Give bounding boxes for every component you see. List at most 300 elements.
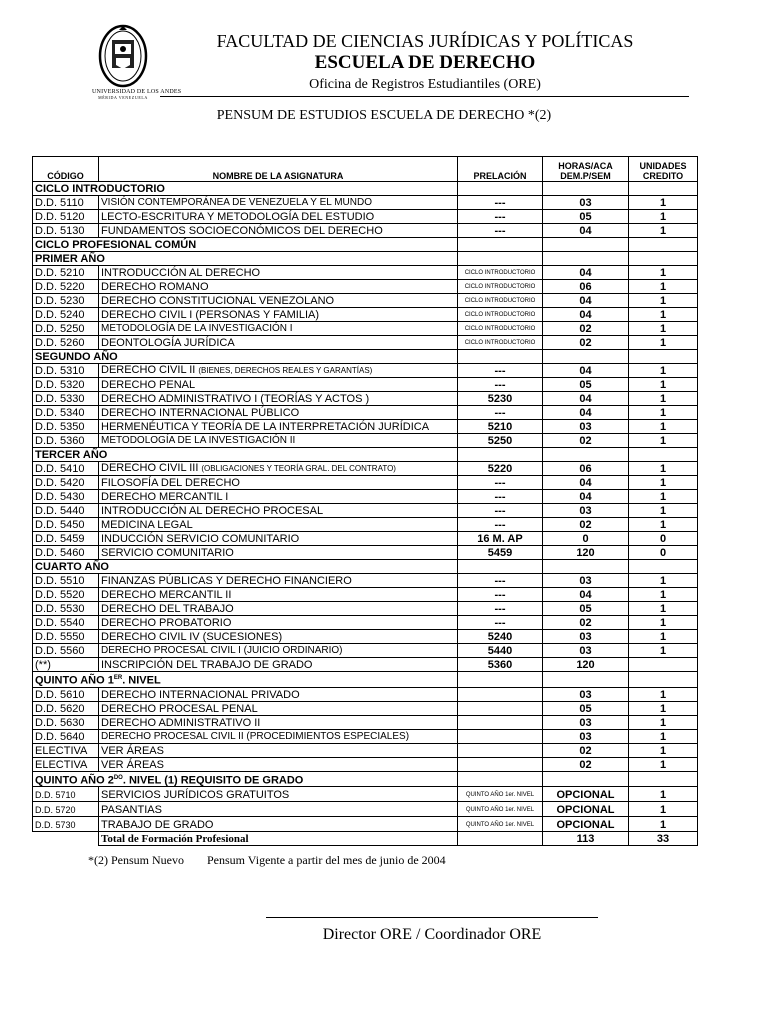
course-hours: OPCIONAL [543, 817, 629, 832]
table-row [33, 420, 698, 434]
course-credits: 1 [629, 336, 698, 350]
course-code: D.D. 5110 [33, 196, 99, 210]
course-prelation: --- [458, 588, 543, 602]
course-code: D.D. 5520 [33, 588, 99, 602]
course-name [99, 630, 458, 644]
section-empty-cell [543, 448, 629, 462]
table-row [33, 378, 698, 392]
course-hours: 05 [543, 701, 629, 715]
course-credits: 1 [629, 644, 698, 658]
table-row [33, 644, 698, 658]
document-title: PENSUM DE ESTUDIOS ESCUELA DE DERECHO *(2) [216, 108, 552, 123]
table-row [33, 196, 698, 210]
course-name-text: DEONTOLOGÍA JURÍDICA [101, 337, 235, 349]
course-code: ELECTIVA [33, 757, 99, 771]
course-name [99, 616, 458, 630]
table-header-row [33, 157, 698, 182]
course-code: D.D. 5320 [33, 378, 99, 392]
table-row [33, 757, 698, 771]
course-credits: 1 [629, 294, 698, 308]
course-prelation: 16 M. AP [458, 532, 543, 546]
course-credits: 1 [629, 420, 698, 434]
course-hours: 03 [543, 729, 629, 743]
course-credits: 1 [629, 364, 698, 378]
course-hours: 04 [543, 490, 629, 504]
university-name: UNIVERSIDAD DE LOS ANDES [92, 89, 182, 95]
section-empty-cell [458, 560, 543, 574]
course-prelation: 5210 [458, 420, 543, 434]
table-row [33, 532, 698, 546]
course-prelation: CICLO INTRODUCTORIO [458, 266, 543, 280]
course-credits: 0 [629, 532, 698, 546]
section-empty-cell [543, 672, 629, 688]
section-empty-cell [458, 672, 543, 688]
course-code: D.D. 5210 [33, 266, 99, 280]
course-prelation: --- [458, 210, 543, 224]
course-code: D.D. 5720 [33, 802, 99, 817]
section-row [33, 238, 698, 252]
section-label-text: CICLO PROFESIONAL COMÚN [35, 239, 197, 251]
section-empty-cell [629, 560, 698, 574]
course-name [99, 504, 458, 518]
table-row [33, 787, 698, 802]
table-row [33, 817, 698, 832]
course-code: D.D. 5250 [33, 322, 99, 336]
course-name-text: SERVICIO COMUNITARIO [101, 547, 234, 559]
course-name [99, 787, 458, 802]
course-hours: 06 [543, 280, 629, 294]
course-hours: 02 [543, 757, 629, 771]
section-label-text: CICLO INTRODUCTORIO [35, 183, 165, 195]
course-name [99, 420, 458, 434]
course-name-text: SERVICIOS JURÍDICOS GRATUITOS [101, 789, 290, 802]
course-hours: 03 [543, 196, 629, 210]
course-prelation: QUINTO AÑO 1er. NIVEL [458, 787, 543, 802]
course-credits: 0 [629, 546, 698, 560]
course-name-text: DERECHO PROCESAL CIVIL II (PROCEDIMIENTOS ESPECIALES) [101, 730, 410, 742]
course-credits: 1 [629, 322, 698, 336]
course-code: D.D. 5360 [33, 434, 99, 448]
section-label-sup: DO [113, 774, 123, 781]
section-label-text: SEGUNDO AÑO [35, 351, 118, 363]
course-name-text: DERECHO CIVIL III [101, 462, 199, 474]
course-name-text: DERECHO PENAL [101, 379, 196, 391]
course-name [99, 406, 458, 420]
pensum-body [33, 182, 698, 832]
section-empty-cell [629, 672, 698, 688]
course-code: D.D. 5260 [33, 336, 99, 350]
course-name [99, 701, 458, 715]
course-code: (**) [33, 658, 99, 672]
course-name [99, 378, 458, 392]
header-hours-line1: HORAS/ACA [558, 161, 613, 171]
course-code: D.D. 5230 [33, 294, 99, 308]
section-label-suffix: . NIVEL (1) REQUISITO DE GRADO [122, 774, 304, 787]
section-row [33, 560, 698, 574]
course-hours: 02 [543, 518, 629, 532]
university-city: MÉRIDA VENEZUELA [98, 95, 148, 100]
total-blank [33, 832, 99, 846]
course-code: D.D. 5540 [33, 616, 99, 630]
course-prelation: 5240 [458, 630, 543, 644]
table-row [33, 518, 698, 532]
table-row [33, 574, 698, 588]
university-crest-icon [98, 24, 148, 88]
course-name-text: DERECHO PROCESAL CIVIL I (JUICIO ORDINARIO) [101, 645, 343, 656]
course-name [99, 196, 458, 210]
course-name-text: INSCRIPCIÓN DEL TRABAJO DE GRADO [101, 659, 313, 671]
course-hours: OPCIONAL [543, 802, 629, 817]
course-prelation: CICLO INTRODUCTORIO [458, 336, 543, 350]
course-code: D.D. 5510 [33, 574, 99, 588]
course-hours: 05 [543, 602, 629, 616]
table-row [33, 364, 698, 378]
course-name-text: DERECHO ADMINISTRATIVO II [101, 716, 261, 729]
section-label [33, 448, 458, 462]
course-credits: 1 [629, 757, 698, 771]
section-empty-cell [629, 350, 698, 364]
course-hours: 04 [543, 392, 629, 406]
course-code: D.D. 5459 [33, 532, 99, 546]
table-row [33, 336, 698, 350]
course-credits: 1 [629, 574, 698, 588]
table-row [33, 294, 698, 308]
course-credits: 1 [629, 406, 698, 420]
course-name [99, 336, 458, 350]
header-hours [543, 157, 629, 182]
table-row [33, 476, 698, 490]
section-empty-cell [629, 238, 698, 252]
course-code: D.D. 5530 [33, 602, 99, 616]
course-code: D.D. 5350 [33, 420, 99, 434]
course-code: D.D. 5710 [33, 787, 99, 802]
course-credits: 1 [629, 378, 698, 392]
course-prelation: CICLO INTRODUCTORIO [458, 294, 543, 308]
section-empty-cell [543, 560, 629, 574]
course-hours: 03 [543, 574, 629, 588]
course-credits: 1 [629, 701, 698, 715]
course-name [99, 518, 458, 532]
course-name [99, 574, 458, 588]
course-credits: 1 [629, 817, 698, 832]
course-prelation: --- [458, 504, 543, 518]
course-credits: 1 [629, 787, 698, 802]
course-name-text: METODOLOGÍA DE LA INVESTIGACIÓN I [101, 323, 293, 334]
table-row [33, 322, 698, 336]
section-label-text: CUARTO AÑO [35, 561, 109, 573]
course-name-text: FUNDAMENTOS SOCIOECONÓMICOS DEL DERECHO [101, 225, 383, 237]
course-name [99, 266, 458, 280]
course-prelation [458, 743, 543, 757]
course-prelation: QUINTO AÑO 1er. NIVEL [458, 817, 543, 832]
course-name [99, 602, 458, 616]
table-row [33, 266, 698, 280]
section-row [33, 252, 698, 266]
course-hours: 05 [543, 378, 629, 392]
table-row [33, 715, 698, 729]
course-code: D.D. 5420 [33, 476, 99, 490]
course-prelation [458, 715, 543, 729]
course-credits: 1 [629, 266, 698, 280]
section-label [33, 238, 458, 252]
course-hours: 120 [543, 658, 629, 672]
signature-caption: Director ORE / Coordinador ORE [322, 926, 542, 943]
course-name [99, 546, 458, 560]
course-credits: 1 [629, 490, 698, 504]
course-hours: 04 [543, 406, 629, 420]
course-credits: 1 [629, 476, 698, 490]
course-name-text: DERECHO CIVIL I (PERSONAS Y FAMILIA) [101, 309, 320, 321]
course-hours: 04 [543, 224, 629, 238]
course-prelation: --- [458, 406, 543, 420]
total-label: Total de Formación Profesional [99, 832, 458, 846]
course-code: D.D. 5120 [33, 210, 99, 224]
section-row [33, 448, 698, 462]
header-divider [160, 96, 689, 97]
table-row [33, 308, 698, 322]
course-hours: 05 [543, 210, 629, 224]
header-prelation: PRELACIÓN [458, 157, 543, 182]
course-credits: 1 [629, 687, 698, 701]
course-name-note: (OBLIGACIONES Y TEORÍA GRAL. DEL CONTRATO) [201, 464, 396, 473]
section-label-suffix: . NIVEL [122, 674, 161, 687]
section-empty-cell [543, 350, 629, 364]
course-hours: 03 [543, 644, 629, 658]
table-row [33, 462, 698, 476]
section-empty-cell [458, 771, 543, 787]
course-credits: 1 [629, 434, 698, 448]
section-label [33, 771, 458, 787]
course-name-text: DERECHO MERCANTIL II [101, 589, 232, 601]
course-credits: 1 [629, 616, 698, 630]
table-row [33, 406, 698, 420]
course-code: D.D. 5560 [33, 644, 99, 658]
section-empty-cell [543, 238, 629, 252]
course-name [99, 322, 458, 336]
course-name [99, 757, 458, 771]
course-credits: 1 [629, 588, 698, 602]
course-code: D.D. 5340 [33, 406, 99, 420]
course-name [99, 210, 458, 224]
course-code: D.D. 5550 [33, 630, 99, 644]
section-row [33, 771, 698, 787]
course-name-text: DERECHO ADMINISTRATIVO I (TEORÍAS Y ACTOS ) [101, 393, 370, 405]
course-name-text: LECTO-ESCRITURA Y METODOLOGÍA DEL ESTUDIO [101, 211, 375, 223]
course-credits: 1 [629, 743, 698, 757]
course-prelation [458, 701, 543, 715]
course-prelation: 5440 [458, 644, 543, 658]
section-label-sup: ER [113, 675, 123, 681]
course-code: D.D. 5730 [33, 817, 99, 832]
course-credits: 1 [629, 602, 698, 616]
course-prelation [458, 687, 543, 701]
table-row [33, 729, 698, 743]
course-prelation: --- [458, 364, 543, 378]
header-name: NOMBRE DE LA ASIGNATURA [99, 157, 458, 182]
course-prelation: --- [458, 602, 543, 616]
course-credits: 1 [629, 630, 698, 644]
course-name-text: DERECHO CONSTITUCIONAL VENEZOLANO [101, 295, 335, 307]
table-row [33, 392, 698, 406]
course-hours: 03 [543, 687, 629, 701]
section-empty-cell [458, 448, 543, 462]
course-name-text: VER ÁREAS [101, 744, 164, 757]
course-name [99, 490, 458, 504]
section-label [33, 672, 458, 688]
section-empty-cell [629, 252, 698, 266]
course-credits: 1 [629, 518, 698, 532]
table-row [33, 210, 698, 224]
section-label [33, 252, 458, 266]
total-prel-blank [458, 832, 543, 846]
course-code: ELECTIVA [33, 743, 99, 757]
course-prelation: --- [458, 224, 543, 238]
section-label-text: QUINTO AÑO 2 [35, 774, 114, 787]
table-row [33, 504, 698, 518]
course-credits: 1 [629, 729, 698, 743]
course-prelation: --- [458, 490, 543, 504]
course-code: D.D. 5640 [33, 729, 99, 743]
course-code: D.D. 5620 [33, 701, 99, 715]
course-code: D.D. 5440 [33, 504, 99, 518]
course-name-text: TRABAJO DE GRADO [101, 819, 214, 832]
course-hours: OPCIONAL [543, 787, 629, 802]
course-hours: 04 [543, 364, 629, 378]
course-name [99, 644, 458, 658]
course-name [99, 743, 458, 757]
table-row [33, 743, 698, 757]
section-empty-cell [629, 771, 698, 787]
section-empty-cell [629, 448, 698, 462]
total-credits: 33 [629, 832, 698, 846]
section-row [33, 182, 698, 196]
course-prelation: 5220 [458, 462, 543, 476]
course-name-text: INDUCCIÓN SERVICIO COMUNITARIO [101, 533, 300, 545]
course-name [99, 476, 458, 490]
section-label-text: PRIMER AÑO [35, 253, 105, 265]
course-credits: 1 [629, 715, 698, 729]
course-prelation: --- [458, 616, 543, 630]
course-name-text: DERECHO CIVIL IV (SUCESIONES) [101, 631, 283, 643]
course-code: D.D. 5430 [33, 490, 99, 504]
course-name [99, 224, 458, 238]
course-hours: 04 [543, 294, 629, 308]
course-name-text: DERECHO INTERNACIONAL PÚBLICO [101, 407, 300, 419]
course-name-text: VISIÓN CONTEMPORÁNEA DE VENEZUELA Y EL MUNDO [101, 197, 372, 208]
course-hours: 04 [543, 588, 629, 602]
table-row [33, 616, 698, 630]
section-label [33, 560, 458, 574]
course-name [99, 364, 458, 378]
table-row [33, 490, 698, 504]
course-hours: 03 [543, 715, 629, 729]
section-label-text: QUINTO AÑO 1 [35, 674, 114, 687]
footnote-new-pensum: *(2) Pensum Nuevo [88, 853, 184, 867]
course-credits [629, 658, 698, 672]
table-row [33, 588, 698, 602]
course-name-text: DERECHO INTERNACIONAL PRIVADO [101, 688, 300, 701]
course-name-text: VER ÁREAS [101, 758, 164, 771]
course-prelation: --- [458, 574, 543, 588]
course-name-text: DERECHO CIVIL II [101, 364, 196, 376]
section-empty-cell [629, 182, 698, 196]
footnote-valid-from: Pensum Vigente a partir del mes de junio de 2004 [207, 853, 446, 867]
course-credits: 1 [629, 504, 698, 518]
course-prelation: 5360 [458, 658, 543, 672]
course-prelation: 5250 [458, 434, 543, 448]
course-name-text: HERMENÉUTICA Y TEORÍA DE LA INTERPRETACIÓN JURÍDICA [101, 421, 430, 433]
course-name [99, 532, 458, 546]
course-name-text: INTRODUCCIÓN AL DERECHO PROCESAL [101, 505, 324, 517]
course-hours: 03 [543, 420, 629, 434]
course-prelation [458, 757, 543, 771]
course-credits: 1 [629, 308, 698, 322]
course-name-text: DERECHO PROBATORIO [101, 617, 232, 629]
course-name [99, 715, 458, 729]
course-code: D.D. 5240 [33, 308, 99, 322]
section-empty-cell [543, 771, 629, 787]
table-row [33, 224, 698, 238]
section-empty-cell [543, 182, 629, 196]
faculty-title: FACULTAD DE CIENCIAS JURÍDICAS Y POLÍTICAS [216, 31, 634, 51]
course-hours: 02 [543, 434, 629, 448]
table-row [33, 434, 698, 448]
course-name [99, 280, 458, 294]
course-name [99, 294, 458, 308]
course-hours: 03 [543, 504, 629, 518]
course-prelation: --- [458, 196, 543, 210]
course-name [99, 434, 458, 448]
table-row [33, 602, 698, 616]
section-row [33, 672, 698, 688]
course-hours: 02 [543, 336, 629, 350]
course-prelation: 5230 [458, 392, 543, 406]
office-title: Oficina de Registros Estudiantiles (ORE) [309, 77, 541, 92]
course-code: D.D. 5330 [33, 392, 99, 406]
course-credits: 1 [629, 392, 698, 406]
course-prelation: CICLO INTRODUCTORIO [458, 322, 543, 336]
pensum-table [32, 156, 698, 846]
section-empty-cell [458, 252, 543, 266]
course-name-text: FILOSOFÍA DEL DERECHO [101, 477, 240, 489]
section-label-text: TERCER AÑO [35, 449, 108, 461]
course-prelation: --- [458, 378, 543, 392]
table-row [33, 658, 698, 672]
course-hours: 04 [543, 476, 629, 490]
table-row [33, 701, 698, 715]
table-row [33, 687, 698, 701]
course-name [99, 817, 458, 832]
total-hours: 113 [543, 832, 629, 846]
section-label [33, 350, 458, 364]
section-empty-cell [543, 252, 629, 266]
section-empty-cell [458, 182, 543, 196]
course-name-text: DERECHO ROMANO [101, 281, 209, 293]
course-hours: 120 [543, 546, 629, 560]
course-credits: 1 [629, 210, 698, 224]
course-prelation: CICLO INTRODUCTORIO [458, 280, 543, 294]
course-hours: 02 [543, 616, 629, 630]
course-prelation: QUINTO AÑO 1er. NIVEL [458, 802, 543, 817]
course-name-text: METODOLOGÍA DE LA INVESTIGACIÓN II [101, 435, 296, 446]
section-label [33, 182, 458, 196]
section-empty-cell [458, 350, 543, 364]
course-name-text: DERECHO DEL TRABAJO [101, 603, 234, 615]
table-row [33, 802, 698, 817]
header-hours-line2: DEM.P/SEM [560, 171, 611, 181]
course-name-text: INTRODUCCIÓN AL DERECHO [101, 267, 261, 279]
course-code: D.D. 5450 [33, 518, 99, 532]
